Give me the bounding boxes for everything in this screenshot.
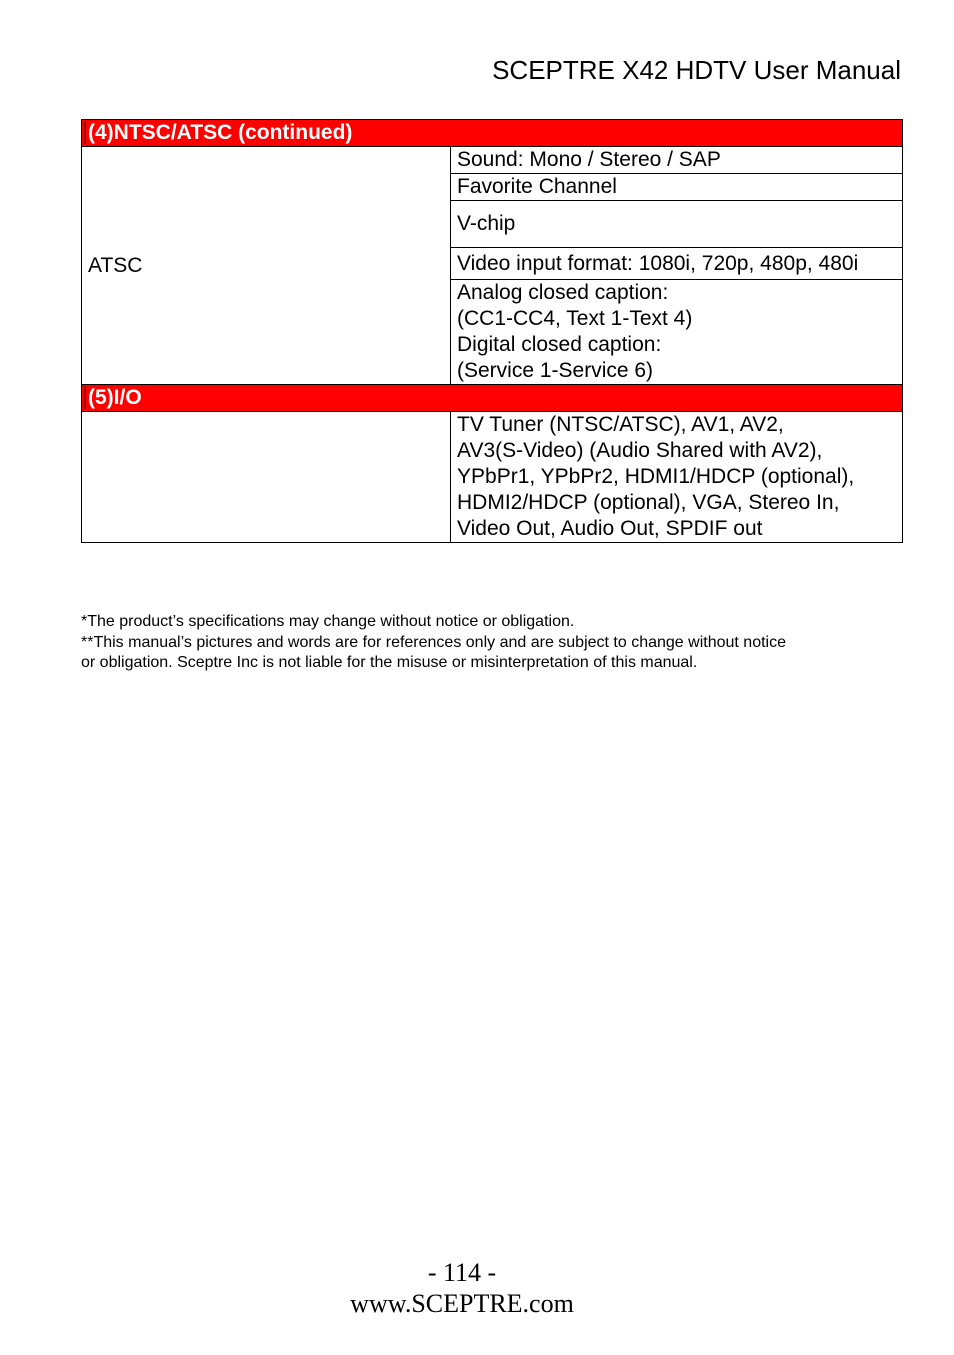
io-line: AV3(S-Video) (Audio Shared with AV2), bbox=[457, 439, 823, 462]
spec-vchip: V-chip bbox=[451, 201, 903, 248]
spec-io-list bbox=[451, 412, 903, 543]
caption-line: Analog closed caption: bbox=[457, 281, 669, 304]
spec-sound: Sound: Mono / Stereo / SAP bbox=[451, 147, 903, 174]
row-label-atsc: ATSC bbox=[82, 147, 451, 385]
io-line: TV Tuner (NTSC/ATSC), AV1, AV2, bbox=[457, 413, 784, 436]
caption-line: (Service 1-Service 6) bbox=[457, 359, 654, 382]
spec-captions bbox=[451, 280, 903, 385]
caption-line: (CC1-CC4, Text 1-Text 4) bbox=[457, 307, 693, 330]
page-title: SCEPTRE X42 HDTV User Manual bbox=[492, 55, 901, 85]
io-line: HDMI2/HDCP (optional), VGA, Stereo In, bbox=[457, 491, 840, 514]
section-header-io bbox=[82, 385, 903, 412]
section-heading: (5)I/O bbox=[84, 386, 142, 409]
website-url: www.SCEPTRE.com bbox=[350, 1289, 574, 1318]
section-heading: (4)NTSC/ATSC (continued) bbox=[84, 121, 352, 144]
table-row bbox=[82, 412, 903, 543]
footnote-line: **This manual’s pictures and words are for references only and are subject to change without notice bbox=[81, 633, 786, 651]
section-header-ntsc-atsc bbox=[82, 120, 903, 147]
table-row bbox=[82, 147, 903, 174]
spec-table bbox=[81, 119, 903, 543]
footnote-line: or obligation. Sceptre Inc is not liable for the misuse or misinterpretation of this manual. bbox=[81, 654, 698, 671]
caption-line: Digital closed caption: bbox=[457, 333, 662, 356]
footnotes bbox=[81, 612, 901, 674]
spec-favorite-channel: Favorite Channel bbox=[451, 174, 903, 201]
row-label-io bbox=[82, 412, 451, 543]
io-line: Video Out, Audio Out, SPDIF out bbox=[457, 517, 763, 540]
footnote-line: *The product’s specifications may change without notice or obligation. bbox=[81, 613, 575, 630]
io-line: YPbPr1, YPbPr2, HDMI1/HDCP (optional), bbox=[457, 465, 855, 488]
page-number: - 114 - bbox=[427, 1258, 497, 1287]
spec-video-format: Video input format: 1080i, 720p, 480p, 480i bbox=[451, 248, 903, 280]
